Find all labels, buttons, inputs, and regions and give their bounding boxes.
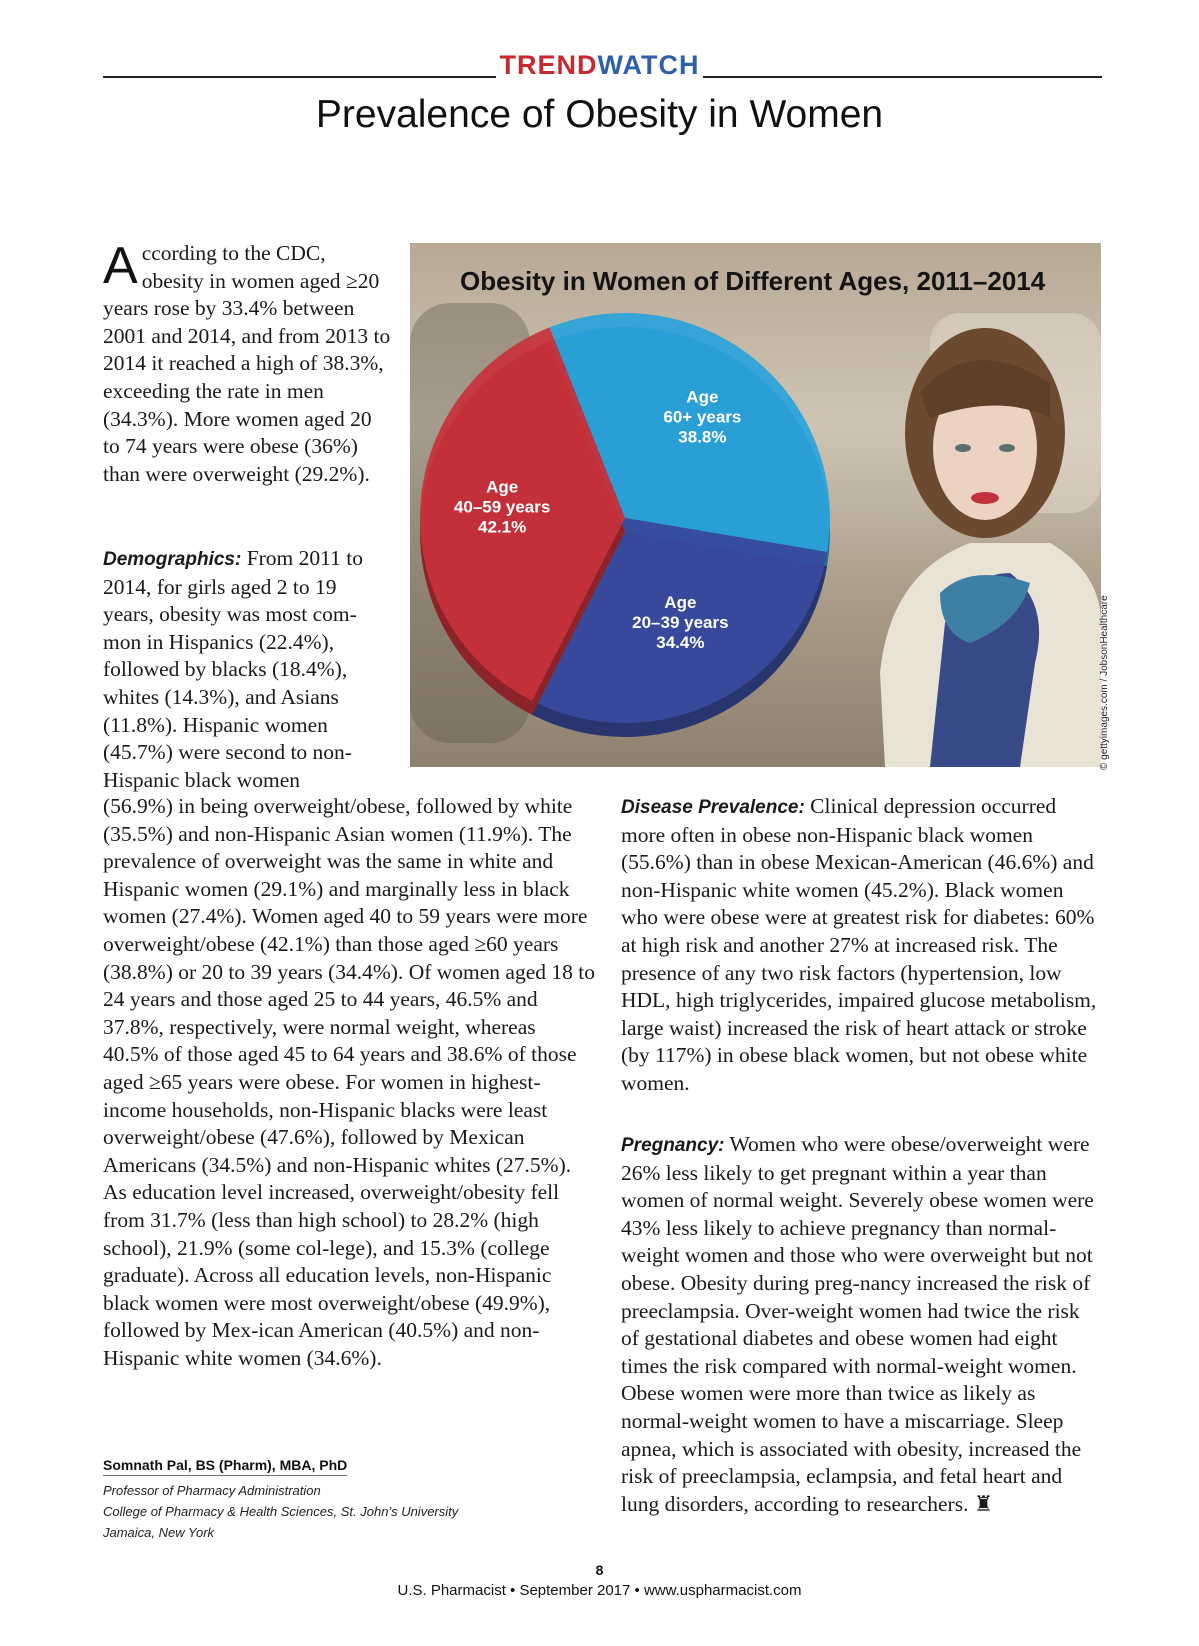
page-title: Prevalence of Obesity in Women (315, 93, 884, 136)
pie-slice-label-line: 40–59 years (453, 497, 551, 517)
author-byline (103, 1457, 458, 1543)
disease-text: Clinical depression occurred more often in obese non-Hispanic black women (55.6%) than in obese Mexican-American (46.6%) and non-Hispanic white women (45.2%). Black women who were obese were at greatest risk for diabetes: 60% at high risk and another 27% at increased risk. The presence of any two risk factors (hypertension, low HDL, high triglycerides, impaired glucose metabolism, large waist) increased the risk of heart attack or stroke (by 117%) in obese black women, but not obese white women. (621, 794, 1097, 1095)
trendwatch-logo (0, 50, 1199, 80)
pregnancy-paragraph (621, 1131, 1101, 1518)
pregnancy-text: Women who were obese/overweight were 26% less likely to get pregnant within a year than women of normal weight. Severely obese women were 43% less likely to achieve pregnancy than normal-weight women and those who were overweight but not obese. Obesity during preg-nancy increased the risk of preeclampsia. Over-weight women had twice the risk of gestational diabetes and obese women had eight times the risk compared with normal-weight women. Obese women were more than twice as likely as normal-weight women to have a miscarriage. Sleep apnea, which is associated with obesity, increased the risk of preeclampsia, eclampsia, and fetal heart and lung disorders, according to researchers. ♜ (621, 1132, 1094, 1516)
pie (420, 313, 830, 737)
demographics-paragraph-cont (103, 793, 595, 1372)
demographics-heading: Demographics: (103, 549, 242, 570)
author-name: Somnath Pal, BS (Pharm), MBA, PhD (103, 1457, 347, 1476)
chart-title: Obesity in Women of Different Ages, 2011–2014 (460, 266, 1046, 296)
author-location: Jamaica, New York (103, 1525, 215, 1540)
pregnancy-heading: Pregnancy: (621, 1135, 725, 1156)
pie-slice-label-line: 60+ years (663, 407, 742, 427)
author-title: Professor of Pharmacy Administration (103, 1483, 321, 1498)
intro-text: ccording to the CDC, obesity in women aged ≥20 years rose by 33.4% between 2001 and 2014, and from 2013 to 2014 it reached a high of 38.3%, exceeding the rate in men (34.3%). More women aged 20 to 74 years were obese (36%) than were overweight (29.2%). (103, 241, 391, 486)
photo-credit: © gettyimages.com / JobsonHealthcare (1099, 595, 1110, 770)
footer-citation: U.S. Pharmacist • September 2017 • www.uspharmacist.com (397, 1582, 802, 1599)
disease-paragraph (621, 793, 1101, 1098)
intro-paragraph (103, 237, 393, 488)
pie-slice-label-line: 42.1% (478, 517, 527, 537)
page-footer (0, 1560, 1199, 1602)
chart-figure (410, 243, 1101, 767)
pie-slice-label-line: 20–39 years (632, 612, 729, 632)
pie-slice-label-line: 38.8% (678, 427, 727, 447)
demographics-paragraph-start (103, 545, 385, 794)
pie-slice-label-line: 34.4% (656, 632, 705, 652)
dropcap: A (103, 237, 138, 295)
brand-blue: WATCH (597, 50, 700, 80)
page-number: 8 (595, 1562, 604, 1578)
disease-heading: Disease Prevalence: (621, 797, 805, 818)
pie-slice-label-line: Age (686, 387, 719, 407)
pie-chart-svg (410, 243, 1101, 767)
demographics-text-b: (56.9%) in being overweight/obese, followed by white (35.5%) and non-Hispanic Asian women (11.9%). The prevalence of overweight was the same in white and Hispanic women (29.1%) and marginally less in black women (27.4%). Women aged 40 to 59 years were more overweight/obese (42.1%) than those aged ≥60 years (38.8%) or 20 to 39 years (34.4%). Of women aged 18 to 24 years and those aged 25 to 44 years, 46.5% and 37.8%, respectively, were normal weight, whereas 40.5% of those aged 45 to 64 years and 38.6% of those aged ≥65 years were obese. For women in highest-income households, non-Hispanic blacks were least overweight/obese (47.6%), followed by Mexican Americans (34.5%) and non-Hispanic whites (27.5%). As education level increased, overweight/obesity fell from 31.7% (less than high school) to 28.2% (high school), 21.9% (some col-lege), and 15.3% (college graduate). Across all education levels, non-Hispanic black women were most overweight/obese (49.9%), followed by Mex-ican American (40.5%) and non-Hispanic white women (34.6%). (103, 794, 595, 1370)
pie-slice-label-line: Age (486, 477, 519, 497)
pie-slice-label-line: Age (664, 592, 697, 612)
author-affiliation: College of Pharmacy & Health Sciences, St. John’s University (103, 1504, 459, 1519)
woman-photo (880, 328, 1101, 767)
demographics-text-a: From 2011 to 2014, for girls aged 2 to 19 years, obesity was most com-mon in Hispanics (22.4%), followed by blacks (18.4%), whites (14.3%), and Asians (11.8%). Hispanic women (45.7%) were second to non-Hispanic black women (103, 546, 363, 792)
brand-red: TREND (499, 50, 598, 80)
